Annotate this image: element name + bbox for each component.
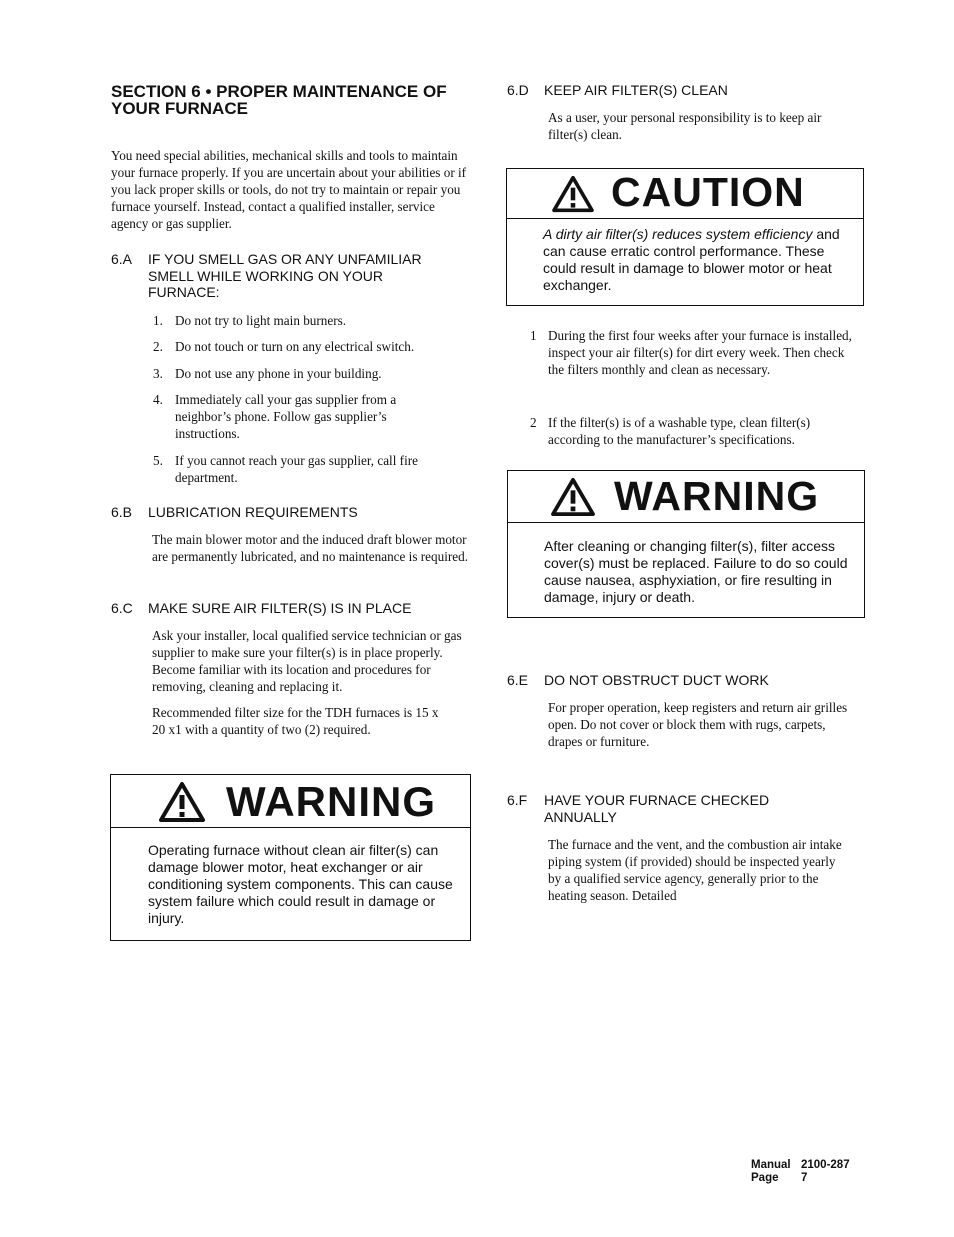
paragraph-6b: The main blower motor and the induced draft blower motor are permanently lubricated, and no maintenance is required. <box>152 532 468 564</box>
heading-6e <box>507 672 852 689</box>
list-item: 2 If the filter(s) is of a washable type, clean filter(s) according to the manufacturer’s specifications. <box>530 415 811 447</box>
section-title-line2: YOUR FURNACE <box>111 99 248 118</box>
footer-manual-number: 2100-287 <box>801 1159 850 1171</box>
paragraph-6d: As a user, your personal responsibility is to keep air filter(s) clean. <box>548 110 822 142</box>
heading-6a-text: IF YOU SMELL GAS OR ANY UNFAMILIAR SMELL WHILE WORKING ON YOUR FURNACE: <box>148 251 422 300</box>
footer-manual-row <box>751 1159 871 1172</box>
list-item: 2. Do not touch or turn on any electrical switch. <box>153 339 415 354</box>
heading-6d-number: 6.D <box>507 82 529 98</box>
paragraph-6c: Ask your installer, local qualified service technician or gas supplier to make sure your filter(s) is in place properly. Become familiar with its location and procedures for removing, cleaning and replacing it. <box>152 628 462 694</box>
heading-6c <box>111 600 456 617</box>
section-title <box>111 83 481 117</box>
caution-message-rest: and can cause erratic control performance. These could result in damage to blower motor or heat exchanger. <box>543 226 840 293</box>
heading-6f-text: HAVE YOUR FURNACE CHECKED ANNUALLY <box>544 792 770 825</box>
footer-manual-label: Manual <box>751 1159 791 1171</box>
footer-page-label: Page <box>751 1172 779 1184</box>
heading-6d <box>507 82 852 99</box>
heading-6d-text: KEEP AIR FILTER(S) CLEAN <box>544 82 728 98</box>
heading-6f <box>507 792 852 825</box>
warning-box-access-cover <box>507 470 865 618</box>
heading-6b-number: 6.B <box>111 504 133 520</box>
list-item: 5. If you cannot reach your gas supplier, call fire department. <box>153 453 418 485</box>
warning-message: Operating furnace without clean air filter(s) can damage blower motor, heat exchanger or air conditioning system components. This can cause system failure which could result in damage or injury. <box>148 842 453 926</box>
warning-box-header <box>508 471 864 523</box>
list-item: 3. Do not use any phone in your building. <box>153 366 382 381</box>
list-item: 4. Immediately call your gas supplier from a neighbor’s phone. Follow gas supplier’s instructions. <box>153 392 397 441</box>
heading-6a <box>111 251 456 301</box>
warning-message: After cleaning or changing filter(s), filter access cover(s) must be replaced. Failure to do so could cause nausea, asphyxiation, or fire resulting in damage, injury or death. <box>544 538 848 605</box>
footer-page-number: 7 <box>801 1172 808 1184</box>
caution-box-header <box>507 169 863 219</box>
warning-box-filters <box>110 774 471 941</box>
paragraph-6f: The furnace and the vent, and the combustion air intake piping system (if provided) should be inspected yearly by a qualified service agency, generally prior to the heating season. Detailed <box>548 837 842 903</box>
heading-6c-number: 6.C <box>111 600 133 616</box>
heading-6b-text: LUBRICATION REQUIREMENTS <box>148 504 358 520</box>
section-intro: You need special abilities, mechanical skills and tools to maintain your furnace properly. If you are uncertain about your abilities or if you lack proper skills or tools, do not try to maintain or repair you furnace yourself. Instead, contact a qualified installer, service agency or gas supplier. <box>111 148 467 231</box>
heading-6b <box>111 504 456 521</box>
warning-box-header <box>111 775 470 828</box>
heading-6f-number: 6.F <box>507 792 528 808</box>
heading-6e-number: 6.E <box>507 672 529 688</box>
warning-triangle-icon <box>550 477 596 517</box>
warning-triangle-icon <box>551 175 595 213</box>
heading-6c-text: MAKE SURE AIR FILTER(S) IS IN PLACE <box>148 600 412 616</box>
heading-6e-text: DO NOT OBSTRUCT DUCT WORK <box>544 672 769 688</box>
warning-triangle-icon <box>158 781 206 823</box>
caution-message-italic: A dirty air filter(s) reduces system efficiency <box>543 226 813 242</box>
caution-title: CAUTION <box>611 169 805 215</box>
section-title-line1: SECTION 6 • PROPER MAINTENANCE OF <box>111 82 447 101</box>
warning-title: WARNING <box>226 778 436 825</box>
warning-title: WARNING <box>614 473 820 519</box>
list-item: 1 During the first four weeks after your furnace is installed, inspect your air filter(s) for dirt every week. Then check the filters monthly and clean as necessary. <box>530 328 852 377</box>
footer-page-row <box>751 1172 871 1185</box>
paragraph-6c-filter-size: Recommended filter size for the TDH furnaces is 15 x 20 x1 with a quantity of two (2) required. <box>152 705 439 737</box>
caution-box <box>506 168 864 306</box>
page-footer <box>751 1159 871 1185</box>
list-item: 1. Do not try to light main burners. <box>153 313 347 328</box>
paragraph-6e: For proper operation, keep registers and return air grilles open. Do not cover or block them with rugs, carpets, drapes or furniture. <box>548 700 848 749</box>
heading-6a-number: 6.A <box>111 251 133 267</box>
caution-message <box>543 226 843 294</box>
